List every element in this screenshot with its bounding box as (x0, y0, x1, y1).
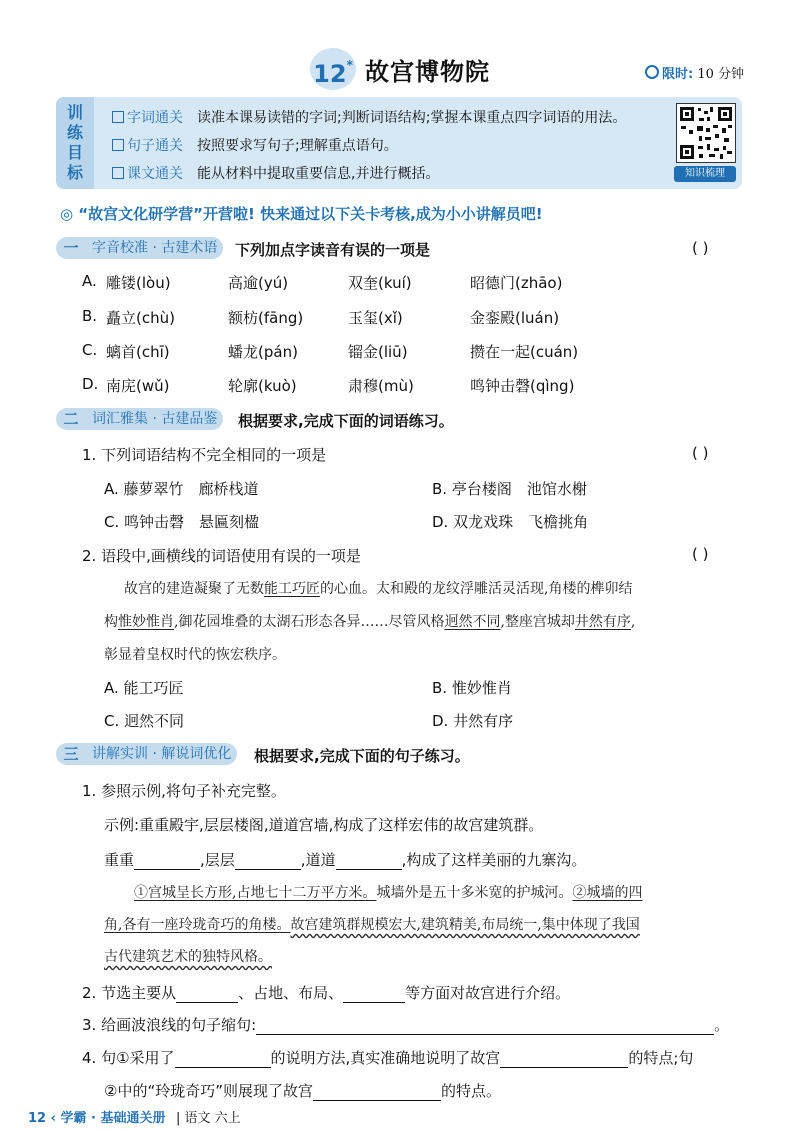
section-2-number: 二 (56, 408, 86, 430)
footer-page: 12 ‹ 学霸 · 基础通关册 (28, 1111, 166, 1126)
checkbox-icon (112, 139, 124, 151)
option-b-item-3: 玉玺(xǐ) (348, 309, 403, 327)
answer-paren: ( ) (692, 239, 709, 257)
s3-q1-example: 示例:重重殿宇,层层楼阁,道道宫墙,构成了这样宏伟的故宫建筑群。 (104, 816, 544, 834)
goal-row-words: 字词通关 读准本课易读错的字词;判断词语结构;掌握本课重点四字词语的用法。 (112, 107, 626, 127)
qr-code[interactable] (676, 103, 736, 163)
option-c-item-2: 蟠龙(pán) (228, 343, 298, 361)
q2-paragraph-line-3: 彰显着皇权时代的恢宏秩序。 (104, 647, 286, 663)
option-a-item-2: 高逾(yú) (228, 274, 289, 292)
fill-blank[interactable] (176, 988, 238, 1003)
option-d-item-1: 南庑(wǔ) (106, 377, 170, 395)
s3-q2: 2. 节选主要从 、占地、布局、 等方面对故宫进行介绍。 (82, 984, 571, 1002)
option-d-label: D. (82, 375, 99, 393)
qr-caption: 知识梳理 (674, 166, 736, 182)
option-d-item-4: 鸣钟击磬(qìng) (470, 377, 575, 395)
lesson-number-badge: 12* (310, 48, 356, 90)
q2-paragraph-line-1: 故宫的建造凝聚了无数能工巧匠的心血。太和殿的龙纹浮雕活灵活现,角楼的榫卯结 (124, 581, 633, 597)
goal-row-text: 课文通关 能从材料中提取重要信息,并进行概括。 (112, 163, 439, 183)
intro-banner: ◎ “故宫文化研学营”开营啦! 快来通过以下关卡考核,成为小小讲解员吧! (60, 205, 543, 223)
passage-line-1: ①宫城呈长方形,占地七十二万平方米。城墙外是五十多米宽的护城河。②城墙的四 (134, 885, 643, 901)
section-2-instruction: 根据要求,完成下面的词语练习。 (238, 412, 454, 430)
fill-blank[interactable] (336, 855, 402, 870)
q2-option-d: D. 井然有序 (432, 712, 514, 730)
s3-q3: 3. 给画波浪线的句子缩句: 。 (82, 1016, 730, 1034)
option-a-item-1: 雕镂(lòu) (106, 274, 171, 292)
training-goals-label: 训 练 目 标 (56, 97, 94, 189)
passage-line-2: 角,各有一座玲珑奇巧的角楼。故宫建筑群规模宏大,建筑精美,布局统一,集中体现了我国 (104, 917, 640, 933)
option-c-item-4: 攒在一起(cuán) (470, 343, 579, 361)
q1-stem: 1. 下列词语结构不完全相同的一项是 (82, 446, 327, 464)
q2-option-c: C. 迥然不同 (104, 712, 185, 730)
checkbox-icon (112, 111, 124, 123)
s3-q4-cont: ②中的“玲珑奇巧”则展现了故宫 的特点。 (104, 1082, 502, 1100)
option-a-item-4: 昭德门(zhāo) (470, 274, 563, 292)
option-b-label: B. (82, 307, 98, 325)
s3-q4: 4. 句①采用了 的说明方法,真实准确地说明了故宫 的特点;句 (82, 1049, 694, 1067)
option-b-item-2: 额枋(fāng) (228, 309, 304, 327)
fill-blank[interactable] (235, 855, 301, 870)
fill-blank[interactable] (313, 1086, 441, 1101)
time-limit: 限时: 10 分钟 (645, 63, 744, 82)
fill-blank[interactable] (175, 1053, 271, 1068)
fill-blank[interactable] (256, 1020, 714, 1035)
fill-blank[interactable] (500, 1053, 628, 1068)
fill-blank[interactable] (343, 988, 405, 1003)
section-3-number: 三 (56, 743, 86, 765)
option-d-item-3: 肃穆(mù) (348, 377, 414, 395)
q1-option-c: C. 鸣钟击磬 悬匾刻楹 (104, 513, 260, 531)
checkbox-icon (112, 167, 124, 179)
page-title: 故宫博物院 (365, 58, 490, 86)
section-3-tag: 讲解实训 · 解说词优化 (86, 743, 237, 765)
answer-paren: ( ) (692, 545, 709, 563)
passage-line-3: 古代建筑艺术的独特风格。 (104, 949, 272, 965)
option-b-item-1: 矗立(chù) (106, 309, 175, 327)
section-1-question: 下列加点字读音有误的一项是 (235, 241, 431, 259)
q1-option-b: B. 亭台楼阁 池馆水榭 (432, 480, 587, 498)
q2-paragraph-line-2: 构惟妙惟肖,御花园堆叠的太湖石形态各异……尽管风格迥然不同,整座宫城却井然有序, (104, 614, 636, 630)
option-d-item-2: 轮廓(kuò) (228, 377, 297, 395)
option-a-label: A. (82, 272, 97, 290)
option-a-item-3: 双奎(kuí) (348, 274, 412, 292)
option-c-label: C. (82, 341, 98, 359)
q2-stem: 2. 语段中,画横线的词语使用有误的一项是 (82, 547, 361, 565)
section-3-instruction: 根据要求,完成下面的句子练习。 (254, 747, 470, 765)
option-b-item-4: 金銮殿(luán) (470, 309, 560, 327)
section-1-tag: 字音校准 · 古建术语 (86, 237, 223, 259)
answer-paren: ( ) (692, 444, 709, 462)
footer-subject: | 语文 六上 (176, 1111, 241, 1126)
q2-option-b: B. 惟妙惟肖 (432, 679, 512, 697)
option-c-item-1: 螭首(chī) (106, 343, 170, 361)
clock-icon (645, 65, 659, 79)
q1-option-a: A. 藤萝翠竹 廊桥栈道 (104, 480, 259, 498)
section-1-number: 一 (56, 237, 86, 259)
section-2-tag: 词汇雅集 · 古建品鉴 (86, 408, 223, 430)
q2-option-a: A. 能工巧匠 (104, 679, 184, 697)
goal-row-sentences: 句子通关 按照要求写句子;理解重点语句。 (112, 135, 398, 155)
s3-q1-stem: 1. 参照示例,将句子补充完整。 (82, 782, 286, 800)
fill-blank[interactable] (134, 855, 200, 870)
q1-option-d: D. 双龙戏珠 飞檐挑角 (432, 513, 589, 531)
s3-q1-fill: 重重 ,层层 ,道道 ,构成了这样美丽的九寨沟。 (104, 851, 587, 869)
option-c-item-3: 镏金(liū) (348, 343, 408, 361)
